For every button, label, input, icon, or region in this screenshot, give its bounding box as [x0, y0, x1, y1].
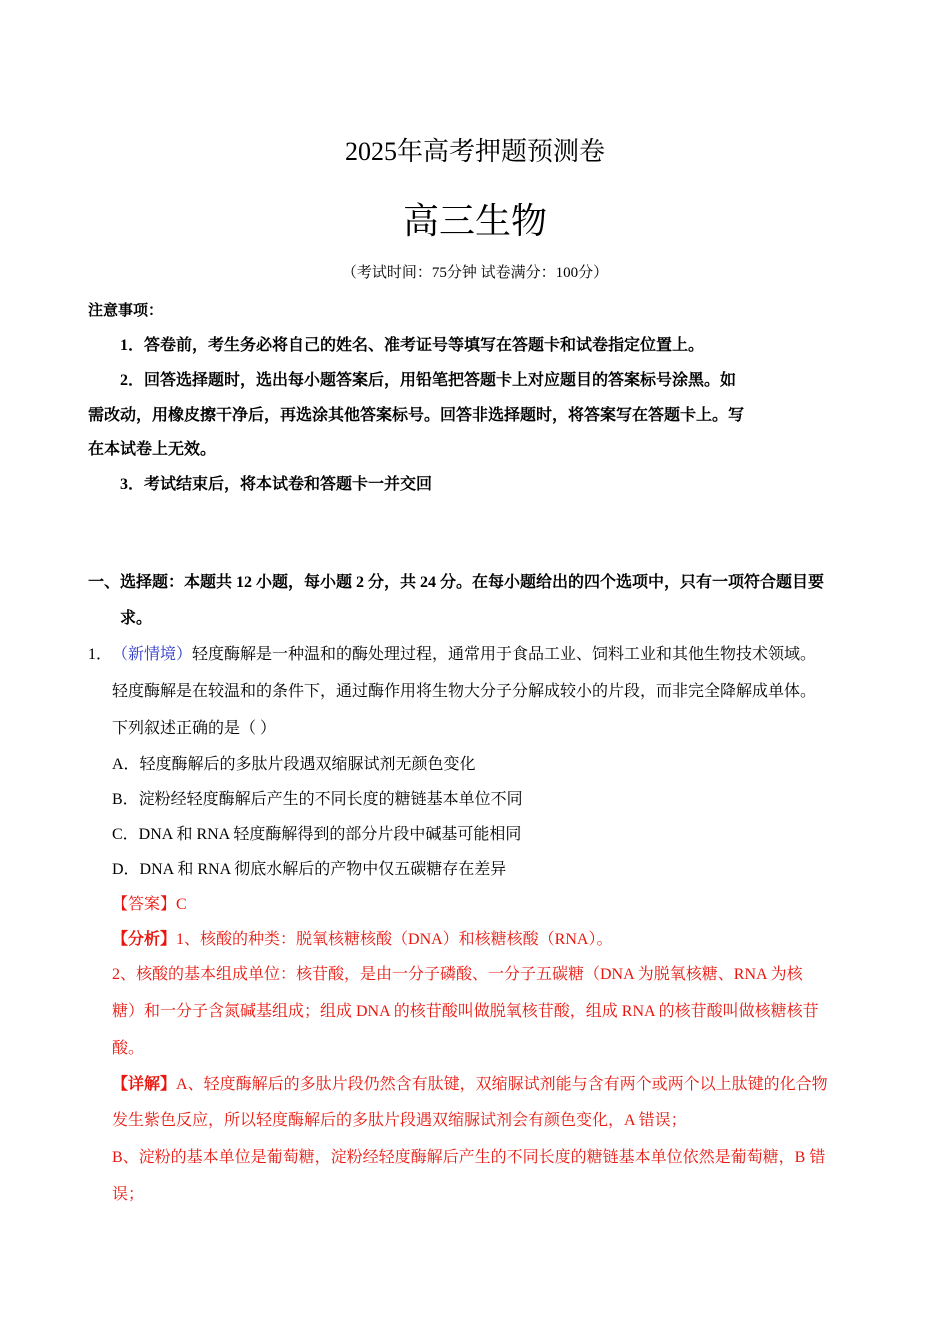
option-c: C．DNA 和 RNA 轻度酶解得到的部分片段中碱基可能相同 [112, 826, 522, 843]
subject-title: 高三生物 [402, 201, 547, 241]
question-stem-line-2: 轻度酶解是在较温和的条件下，通过酶作用将生物大分子分解成较小的片段，而非完全降解成单体。 [112, 683, 817, 700]
detail-line-4: 误； [112, 1186, 145, 1203]
question-stem-text: 轻度酶解是一种温和的酶处理过程，通常用于食品工业、饲料工业和其他生物技术领域。 [192, 646, 817, 663]
question-stem-line-1 [112, 645, 816, 665]
exam-info: （考试时间：75分钟 试卷满分：100分） [341, 265, 609, 281]
analysis-line-4: 酸。 [112, 1040, 145, 1057]
notice-item-2-line-3: 在本试卷上无效。 [88, 441, 217, 458]
notice-item-2-line-1: 2．回答选择题时，选出每小题答案后，用铅笔把答题卡上对应题目的答案标号涂黑。如 [120, 372, 737, 389]
detail-line-2: 发生紫色反应，所以轻度酶解后的多肽片段遇双缩脲试剂会有颜色变化，A 错误； [112, 1112, 687, 1129]
detail-line-1 [112, 1075, 828, 1095]
section-heading-line-1: 一、选择题：本题共 12 小题，每小题 2 分，共 24 分。在每小题给出的四个选项中，只有一项符合题目要 [88, 574, 825, 591]
exam-title: 2025年高考押题预测卷 [344, 137, 605, 166]
detail-text-1: A、轻度酶解后的多肽片段仍然含有肽键，双缩脲试剂能与含有两个或两个以上肽键的化合物 [176, 1076, 828, 1093]
notice-heading: 注意事项： [88, 303, 164, 319]
analysis-text-1: 1、核酸的种类：脱氧核糖核酸（DNA）和核糖核酸（RNA）。 [176, 931, 613, 948]
analysis-line-1 [112, 930, 612, 950]
notice-item-2-line-2: 需改动，用橡皮擦干净后，再选涂其他答案标号。回答非选择题时，将答案写在答题卡上。写 [88, 407, 745, 424]
notice-item-3: 3．考试结束后，将本试卷和答题卡一并交回 [120, 476, 433, 493]
analysis-label: 【分析】 [112, 931, 177, 948]
option-b: B．淀粉经轻度酶解后产生的不同长度的糖链基本单位不同 [112, 791, 523, 808]
answer: 【答案】C [112, 896, 187, 913]
question-number: 1． [88, 646, 113, 663]
question-tag: （新情境） [112, 646, 193, 663]
section-heading-line-2: 求。 [120, 610, 153, 627]
analysis-line-2: 2、核酸的基本组成单位：核苷酸，是由一分子磷酸、一分子五碳糖（DNA 为脱氧核糖、RNA 为核 [112, 966, 803, 983]
question-stem-line-3: 下列叙述正确的是（ ） [112, 720, 277, 737]
detail-line-3: B、淀粉的基本单位是葡萄糖，淀粉经轻度酶解后产生的不同长度的糖链基本单位依然是葡萄糖，B 错 [112, 1149, 826, 1166]
analysis-line-3: 糖）和一分子含氮碱基组成；组成 DNA 的核苷酸叫做脱氧核苷酸，组成 RNA 的核苷酸叫做核糖核苷 [112, 1003, 819, 1020]
notice-item-1: 1．答卷前，考生务必将自己的姓名、准考证号等填写在答题卡和试卷指定位置上。 [120, 337, 705, 354]
detail-label: 【详解】 [112, 1076, 177, 1093]
option-d: D．DNA 和 RNA 彻底水解后的产物中仅五碳糖存在差异 [112, 861, 507, 878]
option-a: A．轻度酶解后的多肽片段遇双缩脲试剂无颜色变化 [112, 756, 476, 773]
